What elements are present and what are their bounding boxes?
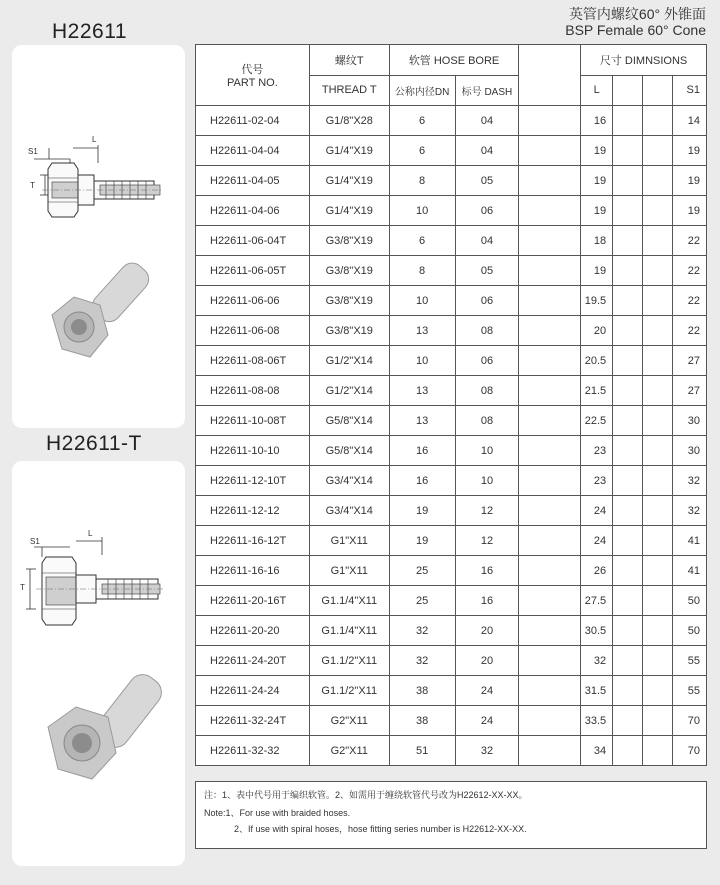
dn-cell: 13 (389, 316, 455, 346)
part-no-cell: H22611-06-08 (196, 316, 310, 346)
blank-cell (519, 166, 581, 196)
s1-cell: 50 (672, 616, 706, 646)
empty-cell (613, 286, 643, 316)
table-row (196, 646, 707, 676)
part-no-cell: H22611-24-24 (196, 676, 310, 706)
thread-cell: G1/4"X19 (309, 196, 389, 226)
empty-cell (643, 526, 673, 556)
s1-cell: 22 (672, 226, 706, 256)
header-line-cn: 英管内螺纹60° 外锥面 (568, 6, 706, 22)
l-cell: 32 (581, 646, 613, 676)
empty-cell (613, 676, 643, 706)
s1-cell: 41 (672, 556, 706, 586)
blank-cell (519, 406, 581, 436)
empty-cell (643, 406, 673, 436)
table-row (196, 736, 707, 766)
empty-cell (643, 736, 673, 766)
dash-cell: 06 (455, 196, 519, 226)
empty-cell (613, 136, 643, 166)
blank-cell (519, 706, 581, 736)
empty-cell (613, 256, 643, 286)
dn-cell: 10 (389, 286, 455, 316)
part-no-cell: H22611-20-20 (196, 616, 310, 646)
model-title-h22611-t: H22611-T (46, 432, 142, 455)
l-cell: 16 (581, 106, 613, 136)
l-cell: 19.5 (581, 286, 613, 316)
dash-cell: 16 (455, 556, 519, 586)
table-row (196, 316, 707, 346)
empty-cell (613, 106, 643, 136)
header-dimensions: 尺寸 DIMNSIONS (581, 45, 707, 76)
thread-cell: G5/8"X14 (309, 436, 389, 466)
l-cell: 19 (581, 136, 613, 166)
blank-cell (519, 556, 581, 586)
empty-cell (643, 706, 673, 736)
empty-cell (643, 106, 673, 136)
dash-cell: 24 (455, 706, 519, 736)
part-no-cell: H22611-24-20T (196, 646, 310, 676)
table-row (196, 586, 707, 616)
dn-cell: 16 (389, 436, 455, 466)
empty-cell (613, 406, 643, 436)
empty-cell (613, 616, 643, 646)
l-cell: 27.5 (581, 586, 613, 616)
table-row (196, 676, 707, 706)
table-row (196, 616, 707, 646)
dn-cell: 19 (389, 526, 455, 556)
empty-cell (613, 586, 643, 616)
table-row (196, 556, 707, 586)
part-no-cell: H22611-06-06 (196, 286, 310, 316)
empty-cell (613, 706, 643, 736)
blank-cell (519, 286, 581, 316)
table-row (196, 436, 707, 466)
part-no-cell: H22611-16-16 (196, 556, 310, 586)
table-row (196, 466, 707, 496)
l-cell: 22.5 (581, 406, 613, 436)
table-row (196, 286, 707, 316)
dash-cell: 20 (455, 646, 519, 676)
dn-cell: 10 (389, 196, 455, 226)
thread-cell: G1/4"X19 (309, 166, 389, 196)
s1-cell: 22 (672, 256, 706, 286)
dash-cell: 04 (455, 106, 519, 136)
model-title-h22611: H22611 (52, 20, 128, 43)
table-row (196, 196, 707, 226)
dash-cell: 08 (455, 406, 519, 436)
l-cell: 20.5 (581, 346, 613, 376)
dash-cell: 12 (455, 496, 519, 526)
note-en-1: Note:1、For use with braided hoses. (204, 808, 351, 818)
l-cell: 20 (581, 316, 613, 346)
part-no-cell: H22611-20-16T (196, 586, 310, 616)
blank-cell (519, 316, 581, 346)
header-s1: S1 (672, 75, 706, 106)
dash-cell: 10 (455, 436, 519, 466)
s1-cell: 30 (672, 406, 706, 436)
table-row (196, 376, 707, 406)
part-no-cell: H22611-16-12T (196, 526, 310, 556)
empty-cell (643, 616, 673, 646)
empty-cell (613, 466, 643, 496)
product-panel-h22611-t (12, 461, 185, 866)
part-no-cell: H22611-12-10T (196, 466, 310, 496)
thread-cell: G1/4"X19 (309, 136, 389, 166)
thread-cell: G3/8"X19 (309, 256, 389, 286)
fitting-drawing-h22611 (12, 45, 185, 428)
blank-cell (519, 526, 581, 556)
s1-cell: 55 (672, 676, 706, 706)
empty-cell (613, 556, 643, 586)
blank-cell (519, 436, 581, 466)
thread-cell: G1/2"X14 (309, 346, 389, 376)
header-line-en: BSP Female 60° Cone (565, 22, 706, 38)
dim-label-t: T (30, 181, 35, 190)
empty-cell (643, 646, 673, 676)
blank-cell (519, 496, 581, 526)
dn-cell: 13 (389, 376, 455, 406)
part-no-cell: H22611-32-32 (196, 736, 310, 766)
empty-cell (613, 376, 643, 406)
header-thread-cn: 螺纹T (309, 45, 389, 76)
thread-cell: G1.1/2"X11 (309, 676, 389, 706)
empty-cell (613, 346, 643, 376)
part-no-cell: H22611-04-06 (196, 196, 310, 226)
s1-cell: 22 (672, 316, 706, 346)
dim-label-s1: S1 (28, 147, 38, 156)
dn-cell: 25 (389, 556, 455, 586)
s1-cell: 55 (672, 646, 706, 676)
s1-cell: 19 (672, 166, 706, 196)
blank-cell (519, 256, 581, 286)
part-no-cell: H22611-10-08T (196, 406, 310, 436)
empty-cell (643, 496, 673, 526)
s1-cell: 19 (672, 136, 706, 166)
empty-cell (643, 676, 673, 706)
empty-cell (643, 466, 673, 496)
l-cell: 18 (581, 226, 613, 256)
l-cell: 26 (581, 556, 613, 586)
thread-cell: G1.1/4"X11 (309, 586, 389, 616)
dash-cell: 05 (455, 256, 519, 286)
s1-cell: 32 (672, 496, 706, 526)
thread-cell: G3/4"X14 (309, 466, 389, 496)
empty-cell (643, 256, 673, 286)
thread-cell: G5/8"X14 (309, 406, 389, 436)
s1-cell: 70 (672, 736, 706, 766)
dn-cell: 51 (389, 736, 455, 766)
s1-cell: 19 (672, 196, 706, 226)
empty-cell (643, 376, 673, 406)
empty-cell (643, 286, 673, 316)
l-cell: 23 (581, 466, 613, 496)
notes-box (195, 781, 707, 849)
s1-cell: 41 (672, 526, 706, 556)
product-panel-h22611 (12, 45, 185, 428)
thread-cell: G3/8"X19 (309, 316, 389, 346)
l-cell: 19 (581, 166, 613, 196)
dn-cell: 6 (389, 136, 455, 166)
l-cell: 31.5 (581, 676, 613, 706)
s1-cell: 27 (672, 346, 706, 376)
blank-cell (519, 586, 581, 616)
dn-cell: 19 (389, 496, 455, 526)
blank-cell (519, 106, 581, 136)
dash-cell: 08 (455, 376, 519, 406)
blank-cell (519, 646, 581, 676)
blank-cell (519, 346, 581, 376)
part-no-cell: H22611-10-10 (196, 436, 310, 466)
table-row (196, 496, 707, 526)
dim-label-l: L (88, 529, 93, 538)
dn-cell: 8 (389, 166, 455, 196)
l-cell: 19 (581, 196, 613, 226)
table-row (196, 406, 707, 436)
empty-cell (643, 556, 673, 586)
s1-cell: 32 (672, 466, 706, 496)
table-row (196, 346, 707, 376)
table-row (196, 256, 707, 286)
blank-cell (519, 196, 581, 226)
header-dash: 标号 DASH (455, 75, 519, 106)
header-part-no-en: PART NO. (227, 77, 278, 89)
thread-cell: G1/2"X14 (309, 376, 389, 406)
dash-cell: 32 (455, 736, 519, 766)
dash-cell: 08 (455, 316, 519, 346)
dash-cell: 06 (455, 286, 519, 316)
empty-cell (643, 136, 673, 166)
empty-cell (643, 166, 673, 196)
empty-cell (613, 226, 643, 256)
empty-cell (613, 646, 643, 676)
s1-cell: 27 (672, 376, 706, 406)
empty-cell (613, 166, 643, 196)
dn-cell: 38 (389, 706, 455, 736)
table-row (196, 226, 707, 256)
l-cell: 30.5 (581, 616, 613, 646)
dash-cell: 04 (455, 226, 519, 256)
thread-cell: G3/8"X19 (309, 286, 389, 316)
dn-cell: 10 (389, 346, 455, 376)
empty-cell (613, 526, 643, 556)
part-no-cell: H22611-06-04T (196, 226, 310, 256)
part-no-cell: H22611-02-04 (196, 106, 310, 136)
fitting-drawing-h22611-t (12, 461, 185, 866)
dn-cell: 38 (389, 676, 455, 706)
part-no-cell: H22611-04-04 (196, 136, 310, 166)
empty-cell (643, 316, 673, 346)
blank-cell (519, 376, 581, 406)
l-cell: 33.5 (581, 706, 613, 736)
dn-cell: 6 (389, 226, 455, 256)
s1-cell: 30 (672, 436, 706, 466)
dash-cell: 16 (455, 586, 519, 616)
empty-cell (613, 436, 643, 466)
dim-label-l: L (92, 135, 97, 144)
header-l: L (581, 75, 613, 106)
l-cell: 21.5 (581, 376, 613, 406)
thread-cell: G1.1/2"X11 (309, 646, 389, 676)
s1-cell: 70 (672, 706, 706, 736)
thread-cell: G1.1/4"X11 (309, 616, 389, 646)
empty-cell (613, 196, 643, 226)
header-thread-en: THREAD T (309, 75, 389, 106)
table-row (196, 526, 707, 556)
blank-cell (519, 466, 581, 496)
part-no-cell: H22611-08-08 (196, 376, 310, 406)
thread-cell: G1"X11 (309, 526, 389, 556)
table-row (196, 136, 707, 166)
dn-cell: 32 (389, 646, 455, 676)
header-blank (519, 45, 581, 106)
thread-cell: G2"X11 (309, 706, 389, 736)
table-row (196, 166, 707, 196)
empty-cell (643, 436, 673, 466)
blank-cell (519, 616, 581, 646)
blank-cell (519, 136, 581, 166)
header-empty-2 (643, 75, 673, 106)
s1-cell: 22 (672, 286, 706, 316)
dash-cell: 05 (455, 166, 519, 196)
blank-cell (519, 676, 581, 706)
dn-cell: 32 (389, 616, 455, 646)
l-cell: 24 (581, 496, 613, 526)
dim-label-s1: S1 (30, 537, 40, 546)
header-code-cn: 代号 (241, 64, 264, 76)
blank-cell (519, 736, 581, 766)
empty-cell (643, 196, 673, 226)
part-no-cell: H22611-32-24T (196, 706, 310, 736)
note-en-2: 2、If use with spiral hoses，hose fitting series number is H22612-XX-XX. (234, 824, 527, 834)
dash-cell: 24 (455, 676, 519, 706)
l-cell: 23 (581, 436, 613, 466)
dash-cell: 12 (455, 526, 519, 556)
s1-cell: 50 (672, 586, 706, 616)
dash-cell: 10 (455, 466, 519, 496)
part-no-cell: H22611-04-05 (196, 166, 310, 196)
thread-cell: G3/8"X19 (309, 226, 389, 256)
dn-cell: 8 (389, 256, 455, 286)
header-empty-1 (613, 75, 643, 106)
spec-table (195, 44, 707, 766)
empty-cell (613, 736, 643, 766)
thread-cell: G3/4"X14 (309, 496, 389, 526)
empty-cell (613, 316, 643, 346)
dn-cell: 25 (389, 586, 455, 616)
s1-cell: 14 (672, 106, 706, 136)
dn-cell: 6 (389, 106, 455, 136)
thread-cell: G2"X11 (309, 736, 389, 766)
header-hose-bore: 软管 HOSE BORE (389, 45, 519, 76)
thread-cell: G1/8"X28 (309, 106, 389, 136)
dash-cell: 06 (455, 346, 519, 376)
dn-cell: 13 (389, 406, 455, 436)
dash-cell: 20 (455, 616, 519, 646)
empty-cell (643, 226, 673, 256)
dash-cell: 04 (455, 136, 519, 166)
empty-cell (643, 346, 673, 376)
empty-cell (613, 496, 643, 526)
part-no-cell: H22611-12-12 (196, 496, 310, 526)
note-cn: 注：1、表中代号用于编织软管。2、如需用于缠绕软管代号改为H22612-XX-XX。 (204, 790, 528, 800)
part-no-cell: H22611-06-05T (196, 256, 310, 286)
header-dn: 公称内径DN (389, 75, 455, 106)
l-cell: 24 (581, 526, 613, 556)
thread-cell: G1"X11 (309, 556, 389, 586)
table-row (196, 106, 707, 136)
dim-label-t: T (20, 583, 25, 592)
catalog-header (565, 6, 706, 38)
dn-cell: 16 (389, 466, 455, 496)
table-row (196, 706, 707, 736)
l-cell: 34 (581, 736, 613, 766)
l-cell: 19 (581, 256, 613, 286)
blank-cell (519, 226, 581, 256)
empty-cell (643, 586, 673, 616)
part-no-cell: H22611-08-06T (196, 346, 310, 376)
header-part-no (196, 45, 310, 106)
